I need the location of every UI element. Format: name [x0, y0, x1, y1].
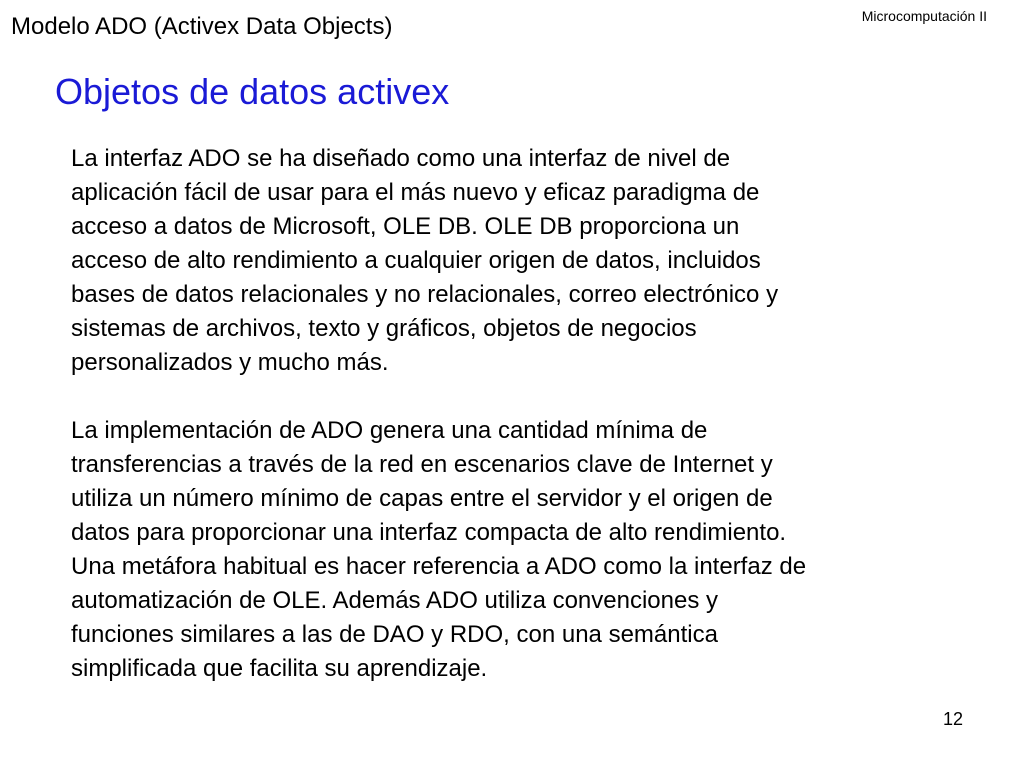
paragraph-line: Una metáfora habitual es hacer referencia a ADO como la interfaz de [71, 553, 807, 580]
paragraph-line: funciones similares a las de DAO y RDO, con una semántica [71, 621, 718, 648]
slide-body [71, 142, 971, 686]
paragraph-line: automatización de OLE. Además ADO utiliza convenciones y [71, 587, 719, 614]
paragraph-line: simplificada que facilita su aprendizaje. [71, 655, 488, 682]
paragraph-line: acceso a datos de Microsoft, OLE DB. OLE DB proporciona un [71, 213, 740, 240]
paragraph-line: aplicación fácil de usar para el más nuevo y eficaz paradigma de [71, 179, 760, 206]
paragraph-line: transferencias a través de la red en escenarios clave de Internet y [71, 451, 773, 478]
slide-title: Objetos de datos activex [55, 71, 450, 112]
paragraph-line: personalizados y mucho más. [71, 349, 389, 376]
paragraph-line: La interfaz ADO se ha diseñado como una interfaz de nivel de [71, 145, 731, 172]
paragraph-line: acceso de alto rendimiento a cualquier origen de datos, incluidos [71, 247, 761, 274]
paragraph-2 [71, 414, 971, 686]
paragraph-1 [71, 142, 971, 380]
paragraph-line: La implementación de ADO genera una cantidad mínima de [71, 417, 708, 444]
page-number: 12 [942, 709, 963, 729]
paragraph-line: bases de datos relacionales y no relacionales, correo electrónico y [71, 281, 779, 308]
paragraph-line: datos para proporcionar una interfaz compacta de alto rendimiento. [71, 519, 787, 546]
course-name: Microcomputación II [861, 8, 987, 24]
paragraph-line: sistemas de archivos, texto y gráficos, objetos de negocios [71, 315, 697, 342]
header-title: Modelo ADO (Activex Data Objects) [11, 13, 393, 40]
paragraph-line: utiliza un número mínimo de capas entre el servidor y el origen de [71, 485, 773, 512]
